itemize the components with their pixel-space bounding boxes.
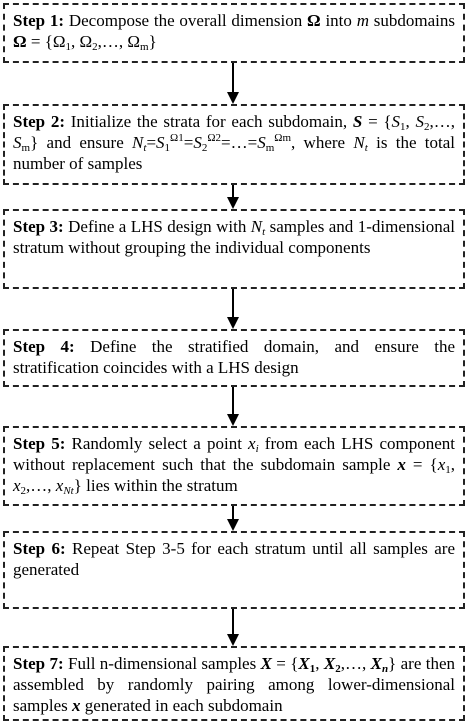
text-segment: S — [257, 133, 266, 152]
text-segment: 1 — [65, 41, 72, 53]
step-2-text — [13, 112, 455, 173]
text-segment: 1 — [309, 663, 316, 675]
text-segment: m — [140, 41, 149, 53]
text-segment: } are then assembled by randomly pairing among lower-dimensional samples — [13, 654, 456, 715]
text-segment: Nt — [63, 485, 74, 497]
text-segment: m — [21, 142, 31, 154]
text-segment: t — [262, 226, 266, 238]
text-segment: Decompose the overall dimension — [64, 11, 308, 30]
text-segment: t — [143, 142, 147, 154]
text-segment: = {Ω — [26, 32, 66, 51]
step-1-text — [13, 11, 455, 51]
text-segment: Define the stratified domain, and ensure the stratification coincides with a LHS design — [13, 337, 455, 377]
text-segment: N — [132, 133, 144, 152]
text-segment: S — [193, 133, 202, 152]
text-segment: ,…, — [26, 476, 56, 495]
step-2-box — [3, 104, 465, 185]
text-segment: Ωm — [274, 132, 291, 144]
text-segment: = { — [271, 654, 299, 673]
text-segment: Ω1 — [170, 132, 184, 144]
text-segment: x — [55, 476, 64, 495]
text-segment: } — [148, 32, 157, 51]
step-1-box — [3, 3, 465, 63]
text-segment: ,…, — [340, 654, 371, 673]
text-segment: , Ω — [71, 32, 93, 51]
arrow-1-2 — [225, 63, 241, 104]
text-segment: Full n-dimensional samples — [63, 654, 261, 673]
step-6-box — [3, 531, 465, 609]
text-segment: X — [298, 654, 310, 673]
step-7-box — [3, 646, 465, 721]
text-segment: t — [364, 142, 368, 154]
arrow-6-7 — [225, 609, 241, 646]
text-segment: subdomains — [368, 11, 455, 30]
text-segment: x — [13, 476, 21, 495]
text-segment: S — [352, 112, 363, 131]
step-5-box — [3, 426, 465, 506]
step-4-text — [13, 337, 455, 377]
text-segment: 1 — [400, 121, 406, 133]
text-segment: Initialize the strata for each subdomain, — [65, 112, 353, 131]
step-3-text — [13, 217, 455, 257]
arrow-3-4 — [225, 289, 241, 329]
text-segment: generated in each subdomain — [80, 696, 283, 715]
text-segment: Define a LHS design with — [63, 217, 251, 236]
text-segment: x — [397, 455, 406, 474]
text-segment: 2 — [20, 485, 27, 497]
step-3-box — [3, 209, 465, 289]
text-segment: Repeat Step 3-5 for each stratum until all samples are generated — [13, 539, 455, 579]
step-5-label: Step 5: — [13, 434, 66, 453]
step-4-label: Step 4: — [13, 337, 75, 356]
step-1-label: Step 1: — [13, 11, 65, 30]
text-segment: = — [146, 133, 157, 152]
text-segment: 2 — [201, 142, 208, 154]
step-6-label: Step 6: — [13, 539, 66, 558]
step-7-label: Step 7: — [13, 654, 64, 673]
text-segment: = { — [405, 455, 438, 474]
text-segment: ,…, Ω — [97, 32, 141, 51]
text-segment: } lies within the stratum — [73, 476, 238, 495]
text-segment: 2 — [335, 663, 341, 675]
text-segment: is the total number of samples — [13, 133, 456, 173]
text-segment: , — [315, 654, 324, 673]
text-segment: = — [183, 133, 194, 152]
text-segment: x — [248, 434, 256, 453]
text-segment: 2 — [92, 41, 98, 53]
text-segment: into — [320, 11, 357, 30]
step-6-text — [13, 539, 455, 579]
text-segment: Ω — [307, 11, 321, 30]
text-segment: x — [437, 455, 446, 474]
text-segment: n — [381, 663, 389, 675]
text-segment: S — [415, 112, 425, 131]
text-segment: } and ensure — [30, 133, 133, 152]
text-segment: 1 — [164, 142, 171, 154]
text-segment: from each LHS component without replacement such that the subdomain sample — [13, 434, 455, 474]
text-segment: X — [260, 654, 272, 673]
text-segment: samples and 1-dimensional stratum without grouping the individual components — [13, 217, 455, 257]
text-segment: , where — [291, 133, 354, 152]
text-segment: 2 — [424, 121, 430, 133]
text-segment: N — [250, 217, 263, 236]
text-segment: X — [323, 654, 336, 673]
text-segment: =…= — [221, 133, 258, 152]
text-segment: x — [72, 696, 81, 715]
text-segment: , — [405, 112, 416, 131]
text-segment: ,…, — [429, 112, 456, 131]
text-segment: S — [13, 133, 22, 152]
text-segment: 1 — [445, 464, 451, 476]
text-segment: S — [156, 133, 165, 152]
text-segment: = { — [362, 112, 392, 131]
step-3-label: Step 3: — [13, 217, 64, 236]
step-7-text — [13, 654, 455, 715]
text-segment: , — [450, 455, 456, 474]
text-segment: Randomly select a point — [65, 434, 249, 453]
text-segment: Ω2 — [207, 132, 222, 144]
text-segment: m — [265, 142, 275, 154]
step-5-text — [13, 434, 455, 495]
text-segment: m — [356, 11, 369, 30]
step-2-label: Step 2: — [13, 112, 65, 131]
text-segment: X — [370, 654, 382, 673]
text-segment: Ω — [13, 32, 27, 51]
step-4-box — [3, 329, 465, 387]
arrow-4-5 — [225, 387, 241, 426]
text-segment: N — [353, 133, 365, 152]
arrow-5-6 — [225, 506, 241, 531]
text-segment: S — [391, 112, 401, 131]
arrow-2-3 — [225, 185, 241, 209]
text-segment: i — [255, 443, 259, 455]
